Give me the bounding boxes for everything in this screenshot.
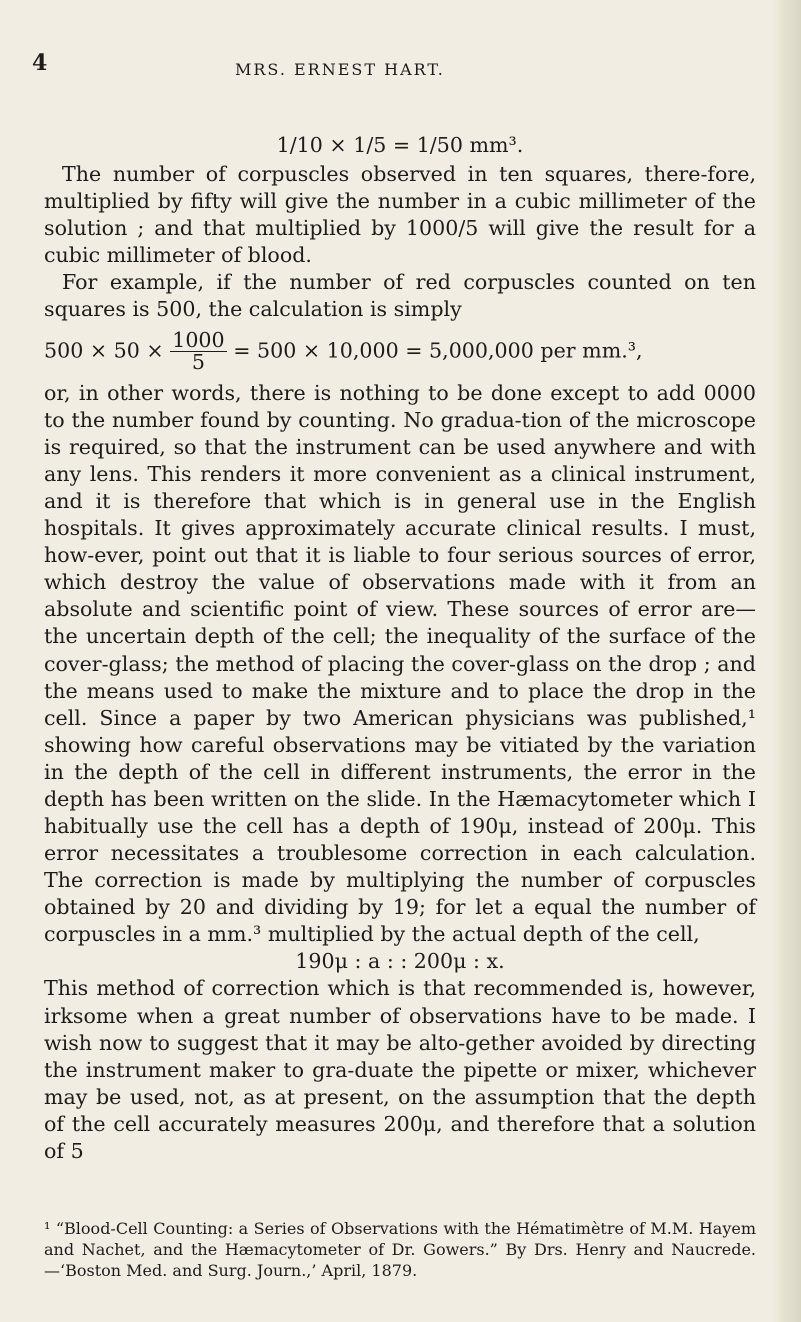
page-number: 4 (32, 50, 48, 76)
page-header (0, 50, 801, 90)
page-edge-shadow (773, 0, 801, 1322)
running-head: MRS. ERNEST HART. (235, 60, 445, 79)
equation-fraction (170, 327, 226, 375)
fraction-numerator: 1000 (172, 327, 225, 352)
equation-right: = 500 × 10,000 = 5,000,000 per mm.³, (233, 338, 643, 363)
equation (44, 327, 756, 375)
equation-left: 500 × 50 × (44, 338, 164, 363)
proportion: 190μ : a : : 200μ : x. (295, 949, 505, 974)
paragraph-4: This method of correction which is that recommended is, however, irksome when a great number of observations have to be made. I wish now to suggest that it may be alto-gether avoided by directing the instrument maker to gra-duate the pipette or mixer, whichever may be used, not, as at present, on the assumption that the depth of the cell accurately measures 200μ, and therefore that a solution of 5 (44, 976, 756, 1163)
footnote: ¹ “Blood-Cell Counting: a Series of Observations with the Hématimètre of M.M. Hayem and Nachet, and the Hæmacytometer of Dr. Gowers.” By Drs. Henry and Naucrede.—‘Boston Med. and Surg. Journ.,’ April, 1879. (44, 1219, 756, 1280)
paragraph-1: The number of corpuscles observed in ten squares, there-fore, multiplied by fifty will give the number in a cubic millimeter of the solution ; and that multiplied by 1000/5 will give the result for a cubic millimeter of blood. (44, 162, 756, 268)
fraction-denominator: 5 (191, 350, 205, 375)
paragraph-3: or, in other words, there is nothing to be done except to add 0000 to the number found by counting. No gradua-tion of the microscope is required, so that the instrument can be used anywhere and with any lens. This renders it more convenient as a clinical instrument, and it is therefore that which is in general use in the English hospitals. It gives approximately accurate clinical results. I must, how-ever, point out that it is liable to four serious sources of error, which destroy the value of observations made with it from an absolute and scientific point of view. These sources of error are—the uncertain depth of the cell; the inequality of the surface of the cover-glass; the method of placing the cover-glass on the drop ; and the means used to make the mixture and to place the drop in the cell. Since a paper by two American physicians was published,¹ showing how careful observations may be vitiated by the variation in the depth of the cell in different instruments, the error in the depth has been written on the slide. In the Hæmacytometer which I habitually use the cell has a depth of 190μ, instead of 200μ. This error necessitates a troublesome correction in each calculation. The correction is made by multiplying the number of corpuscles obtained by 20 and dividing by 19; for let a equal the number of corpuscles in a mm.³ multiplied by the actual depth of the cell, (44, 380, 756, 947)
formula-top: 1/10 × 1/5 = 1/50 mm³. (276, 133, 524, 157)
body-text (44, 132, 756, 1165)
paragraph-2: For example, if the number of red corpuscles counted on ten squares is 500, the calculation is simply (44, 270, 756, 322)
